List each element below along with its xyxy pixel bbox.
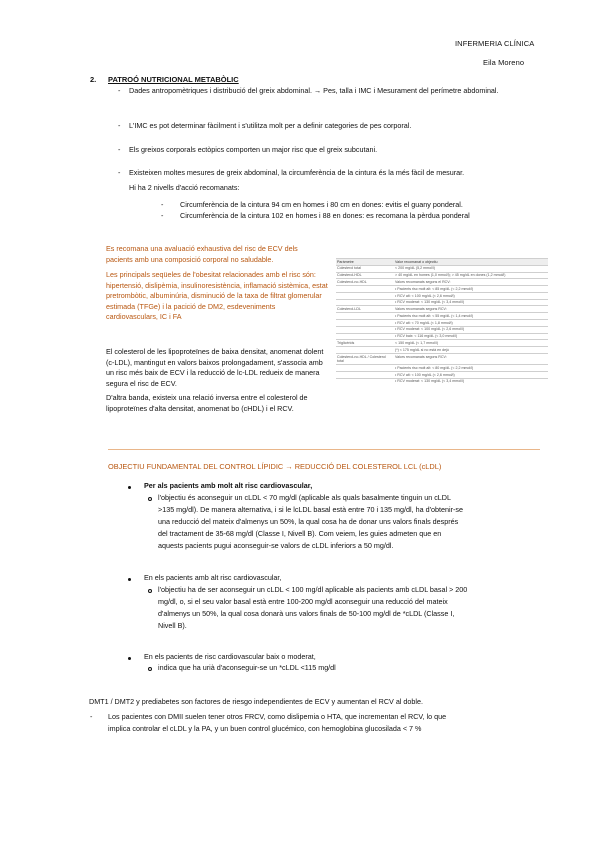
table-cell: • Pacients risc molt alt: < 85 mg/dL (< 2,2 mmol/l) [394,286,548,293]
circle-bullet [148,497,152,501]
levels-intro: Hi ha 2 nivells d'acció recomanats: [129,183,240,192]
table-cell: • RCV alt: < 70 mg/dL (< 1,8 mmol/l) [394,320,548,327]
table-row [336,265,548,272]
table-cell [336,292,394,299]
very-high-risk-title: Per als pacients amb molt alt risc cardiovascular, [144,481,313,490]
bullet-imc: L'IMC es pot determinar fàcilment i s'utilitza molt per a definir categories de pes corporal. [129,121,412,130]
hdl-paragraph: D'altra banda, existeix una relació inversa entre el colesterol de lipoproteïnes d'alta densitat, anomenat bo (cHDL) i el RCV. [106,393,308,413]
table-cell: Colesterol-LDL [336,306,394,313]
bullet-dot [128,657,131,660]
table-row [336,272,548,279]
table-row [336,306,548,313]
bullet-dot [128,486,131,489]
table-row [336,299,548,306]
lipid-values-table [336,258,548,385]
table-cell: Triglicèrids [336,340,394,347]
table-cell: Valors recomanats segons el RCV: [394,279,548,286]
table-row [336,353,548,364]
table-cell: • Pacients risc molt alt: < 55 mg/dL (< 1,4 mmol/l) [394,313,548,320]
diabetes-bullet-line-1: Los pacientes con DMII suelen tener otros FRCV, como dislipemia o HTA, que incrementan el RCV, lo que [108,712,447,721]
table-cell [336,347,394,354]
circle-bullet [148,667,152,671]
high-risk-line-1: l'objectiu ha de ser aconseguir un cLDL < 100 mg/dl aplicable als pacients amb cLDL basal > 200 [158,585,468,594]
orange-paragraph-1: Es recomana una avaluació exhaustiva del risc de ECV dels pacients amb una composició corporal no saludable. [106,244,298,264]
low-risk-title: En els pacients de risc cardiovascular baix o moderat, [144,652,316,661]
table-cell: < 200 mg/dL (5,2 mmol/l) [394,265,548,272]
section-number: 2. [90,75,97,84]
table-row [336,320,548,327]
table-cell: • RCV alt: < 100 mg/dL (< 2,6 mmol/l) [394,372,548,379]
table-row [336,333,548,340]
table-cell: < 150 mg/dL (< 1,7 mmol/l) [394,340,548,347]
table-header: Valor recomanat o objectiu [394,259,548,266]
high-risk-title: En els pacients amb alt risc cardiovascular, [144,573,282,582]
table-cell: • RCV baix: < 116 mg/dL (< 3,0 mmol/l) [394,333,548,340]
table-cell: Valors recomanats segons RCV: [394,306,548,313]
table-row [336,326,548,333]
bullet-anthropometric: Dades antropomètriques i distribució del greix abdominal. → Pes, talla i IMC i Mesurament del perímetre abdominal. [129,86,499,95]
table-row [336,292,548,299]
table-cell: Valors recomanats segons RCV: [394,353,548,364]
table-row [336,347,548,354]
table-cell [336,313,394,320]
high-risk-line-3: d'almenys un 50%, la qual cosa donarà uns valors finals de 50-100 mg/dl de *cLDL (Classe I, [158,609,455,618]
table-cell: • RCV alt: < 100 mg/dL (< 2,6 mmol/l) [394,292,548,299]
level-1: Circumferència de la cintura 94 cm en homes i 80 cm en dones: evitis el guany ponderal. [180,200,463,209]
table-row [336,372,548,379]
table-cell: Colesterol-no-HDL [336,279,394,286]
author-name: Eila Moreno [483,58,525,67]
table-cell: > 40 mg/dL en homes (1,0 mmol/l); > 45 mg/dL en dones (1,2 mmol/l) [394,272,548,279]
table-cell [336,378,394,384]
table-cell: (*) < 175 mg/dL si no està en dejú [394,347,548,354]
circle-bullet [148,589,152,593]
table-cell [336,286,394,293]
table-cell: Colesterol total [336,265,394,272]
table-header: Paràmetre [336,259,394,266]
objective-title: OBJECTIU FUNDAMENTAL DEL CONTROL LÍPIDIC → REDUCCIÓ DEL COLESTEROL LCL (cLDL) [108,462,442,471]
very-high-risk-line-3: una reducció del mateix d'almenys un 50%, la qual cosa ha de donar uns valors finals després [158,517,459,526]
section-divider [108,449,540,450]
very-high-risk-line-5: aquests pacients pugui aconseguir-se valors de cLDL inferiors a 50 mg/dl. [158,541,394,550]
ldl-paragraph: El colesterol de les lipoproteïnes de baixa densitat, anomenat dolent (c-LDL), mantingut en valors baixos prolongadament, s'associa amb un risc més baix de ECV i la reducció de lc-LDL redueix de manera segura el risc de ECV. [106,347,324,388]
table-row [336,279,548,286]
level-2: Circumferència de la cintura 102 en homes i 88 en dones: es recomana la pèrdua ponderal [180,211,470,220]
table-cell: Colesterol-no-HDL / Colesterol total [336,353,394,364]
diabetes-bullet-line-2: implica controlar el cLDL y la PA, y un buen control glucémico, con hemoglobina glucosilada < 7 % [108,724,422,733]
orange-paragraph-2: Les principals seqüeles de l'obesitat relacionades amb el risc són: hipertensió, dislipèmia, insulinoresistència, inflamació sistèmica, estat pretrombòtic, albuminúria, disminució de la taxa de filtrat glomerular estimada (TFGe) i la pacició de DM2, esdeveniments cardiovasculars, IC i FA [106,270,328,321]
bullet-ectopic-fat: Els greixos corporals ectòpics comporten un major risc que el greix subcutani. [129,145,378,154]
table-cell: • Pacients risc molt alt: < 80 mg/dL (< 2,2 mmol/l) [394,365,548,372]
course-title: INFERMERIA CLÍNICA [455,39,535,48]
high-risk-line-4: Nivell B). [158,621,187,630]
diabetes-line: DMT1 / DMT2 y prediabetes son factores de riesgo independientes de ECV y aumentan el RCV al doble. [89,697,423,706]
table-row [336,286,548,293]
section-title: PATROÓ NUTRICIONAL METABÒLIC [108,75,239,84]
low-risk-line-1: indica que ha urià d'aconseguir-se un *cLDL <115 mg/dl [158,663,336,672]
table-cell: • RCV moderat: < 100 mg/dL (< 2,6 mmol/l) [394,326,548,333]
table-cell [336,372,394,379]
table-row [336,340,548,347]
high-risk-line-2: mg/dl, o, si el seu valor basal està entre 100-200 mg/dl aconseguir una reducció del mateix [158,597,448,606]
table-row [336,313,548,320]
table-cell: • RCV moderat: < 130 mg/dL (< 3,4 mmol/l) [394,299,548,306]
table-cell [336,326,394,333]
bullet-waist: Existeixen moltes mesures de greix abdominal, la circumferència de la cintura és la més fàcil de mesurar. [129,168,465,177]
table-row [336,378,548,384]
very-high-risk-line-1: l'objectiu és aconseguir un cLDL < 70 mg/dl (aplicable als quals basalmente tinguin un cLDL [158,493,451,502]
table-row [336,365,548,372]
table-cell [336,320,394,327]
bullet-dot [128,578,131,581]
table-cell [336,333,394,340]
very-high-risk-line-4: del tractament de 35-68 mg/dl (Classe I, Nivell B). Com veiem, les guies admeten que en [158,529,442,538]
table-cell [336,299,394,306]
table-cell: Colesterol-HDL [336,272,394,279]
very-high-risk-line-2: >135 mg/dl). De manera alternativa, i si le lcLDL basal està entre 70 i 135 mg/dl, ha d'obtenir-se [158,505,463,514]
table-cell [336,365,394,372]
table-cell: • RCV moderat: < 130 mg/dL (< 3,4 mmol/l) [394,378,548,384]
